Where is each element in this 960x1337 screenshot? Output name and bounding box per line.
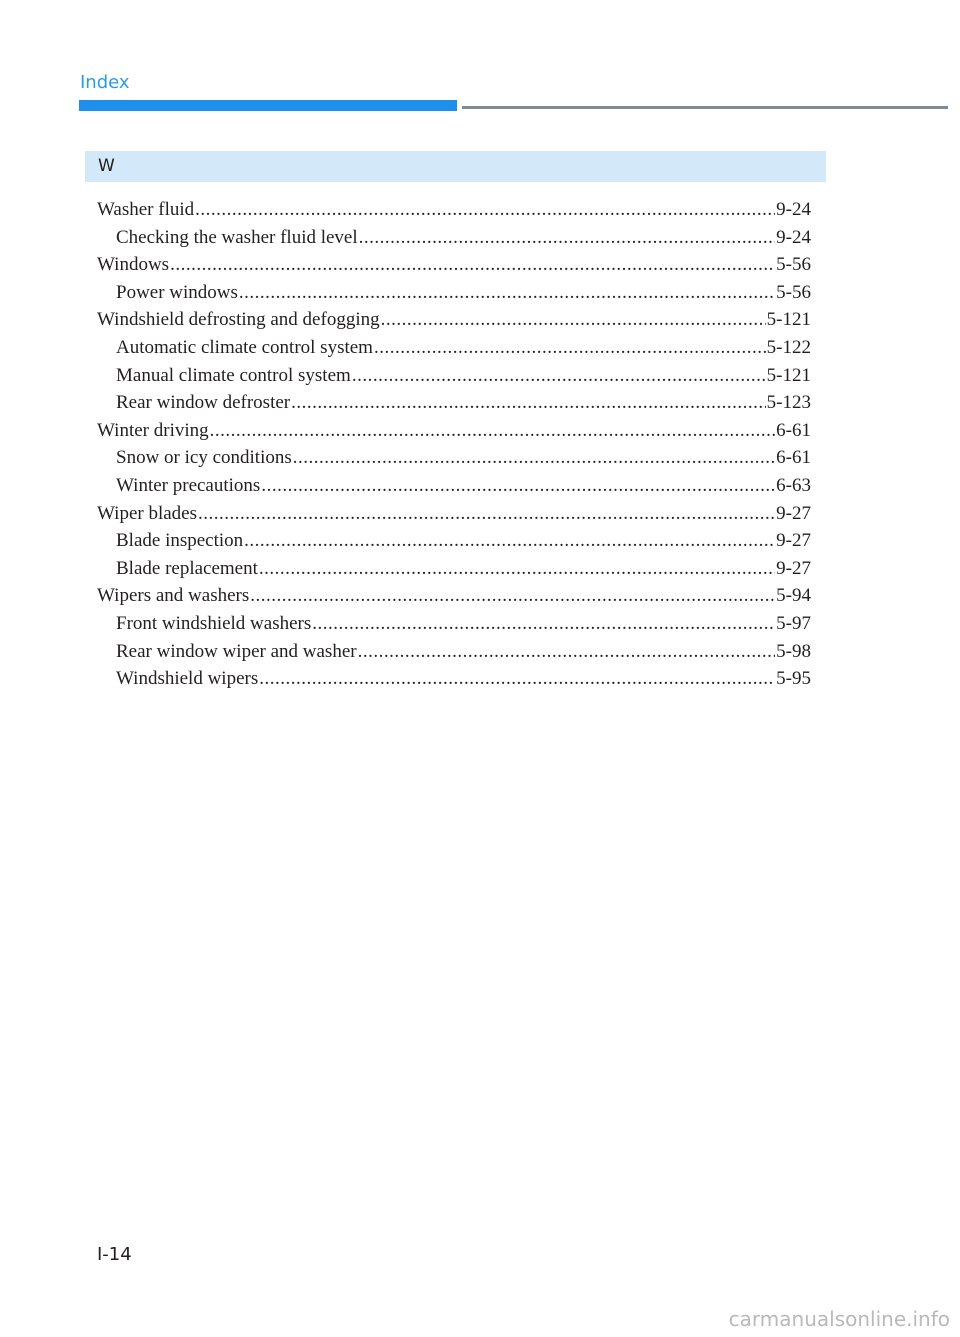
dot-leader — [291, 389, 766, 417]
index-entry-page: 5-56 — [776, 281, 811, 303]
index-entry-page: 6-63 — [776, 474, 811, 496]
index-subentry[interactable] — [97, 444, 811, 472]
index-entry-page: 5-97 — [776, 612, 811, 634]
index-entry-term: Blade replacement — [116, 557, 258, 579]
index-entry-page: 6-61 — [776, 447, 811, 469]
index-entry[interactable] — [97, 306, 811, 334]
index-subentry[interactable] — [97, 638, 811, 666]
header-accent-rule — [79, 100, 457, 111]
index-subentry[interactable] — [97, 334, 811, 362]
index-entry-term: Power windows — [116, 281, 238, 303]
index-entry-page: 5-121 — [766, 364, 811, 386]
index-entry-page: 9-24 — [776, 199, 811, 220]
dot-leader — [381, 306, 766, 334]
index-entry-term: Snow or icy conditions — [116, 447, 292, 469]
index-entry-term: Rear window defroster — [116, 392, 291, 414]
index-subentry[interactable] — [97, 362, 811, 390]
dot-leader — [358, 638, 776, 666]
index-entry[interactable] — [97, 582, 811, 610]
index-subentry[interactable] — [97, 472, 811, 500]
index-entry-page: 9-24 — [776, 226, 811, 248]
dot-leader — [312, 610, 775, 638]
dot-leader — [259, 555, 775, 583]
index-entry[interactable] — [97, 251, 811, 279]
index-entry-term: Windshield wipers — [116, 668, 259, 690]
dot-leader — [261, 472, 775, 500]
index-entry-term: Manual climate control system — [116, 364, 351, 386]
dot-leader — [210, 417, 776, 445]
section-letter: W — [98, 156, 115, 176]
index-entry-term: Windshield defrosting and defogging — [97, 309, 380, 331]
index-entry-term: Blade inspection — [116, 530, 244, 552]
dot-leader — [198, 500, 775, 528]
index-entry-term: Front windshield washers — [116, 612, 312, 634]
dot-leader — [250, 582, 775, 610]
index-entry-page: 5-95 — [776, 668, 811, 690]
index-entry-page: 6-61 — [776, 419, 811, 441]
header-divider-rule — [462, 106, 948, 109]
index-subentry[interactable] — [97, 665, 811, 693]
index-entry-term: Washer fluid — [97, 199, 195, 220]
index-entry[interactable] — [97, 500, 811, 528]
index-entry-term: Winter precautions — [116, 474, 261, 496]
index-entry-page: 5-56 — [776, 254, 811, 276]
index-entry-term: Rear window wiper and washer — [116, 640, 357, 662]
dot-leader — [170, 251, 775, 279]
dot-leader — [359, 224, 776, 252]
section-header-band — [85, 151, 826, 182]
index-entry-page: 9-27 — [776, 530, 811, 552]
index-entry[interactable] — [97, 196, 811, 224]
index-entry-term: Wiper blades — [97, 502, 198, 524]
watermark-text: carmanualsonline.info — [728, 1307, 950, 1331]
index-entry-page: 5-121 — [766, 309, 811, 331]
index-entry-page: 9-27 — [776, 557, 811, 579]
dot-leader — [374, 334, 766, 362]
index-entry-page: 5-122 — [766, 336, 811, 358]
index-entry-term: Automatic climate control system — [116, 336, 373, 358]
index-entry-page: 5-94 — [776, 585, 811, 607]
index-subentry[interactable] — [97, 389, 811, 417]
index-subentry[interactable] — [97, 527, 811, 555]
page-number: I-14 — [97, 1244, 132, 1265]
dot-leader — [293, 444, 775, 472]
dot-leader — [352, 362, 766, 390]
index-entry-term: Windows — [97, 254, 170, 276]
index-subentry[interactable] — [97, 224, 811, 252]
index-entry-term: Checking the washer fluid level — [116, 226, 358, 248]
index-entry-page: 5-98 — [776, 640, 811, 662]
index-entry-page: 9-27 — [776, 502, 811, 524]
index-entry-term: Winter driving — [97, 419, 209, 441]
page-header-title: Index — [80, 72, 130, 93]
index-subentry[interactable] — [97, 279, 811, 307]
index-subentry[interactable] — [97, 555, 811, 583]
dot-leader — [195, 196, 775, 224]
dot-leader — [259, 665, 775, 693]
index-subentry[interactable] — [97, 610, 811, 638]
index-entry-list — [97, 196, 811, 693]
index-entry-term: Wipers and washers — [97, 585, 250, 607]
dot-leader — [239, 279, 775, 307]
dot-leader — [244, 527, 775, 555]
index-entry[interactable] — [97, 417, 811, 445]
index-entry-page: 5-123 — [766, 392, 811, 414]
